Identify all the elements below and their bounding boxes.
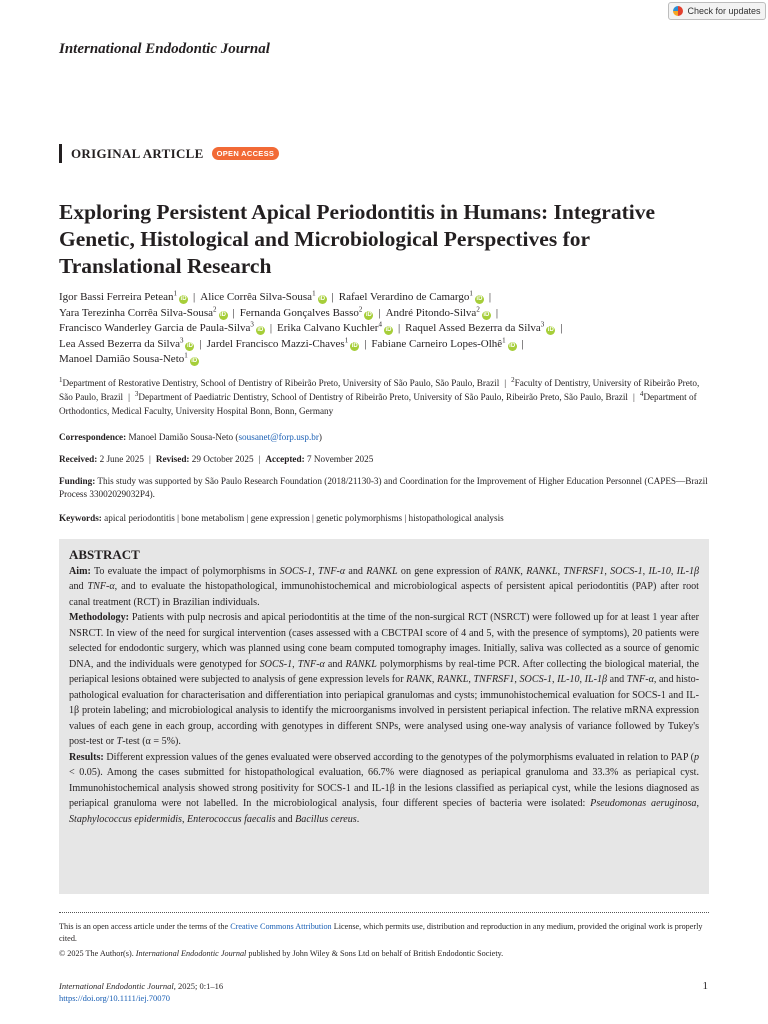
orcid-icon[interactable]: iD — [483, 311, 490, 318]
license-line-2: © 2025 The Author(s). International Endodontic Journal published by John Wiley & Sons Ltd on behalf of British Endodontic Society. — [59, 949, 504, 958]
author-affiliation-number: 2 — [358, 304, 363, 313]
license-notice — [59, 921, 709, 960]
author-affiliation-number: 3 — [179, 335, 184, 344]
author-affiliation-number: 1 — [469, 289, 473, 298]
correspondence-label: Correspondence: — [59, 432, 127, 442]
crossmark-icon — [673, 6, 683, 16]
methodology-label: Methodology: — [69, 612, 129, 623]
author-name: Francisco Wanderley Garcia de Paula-Silva — [59, 322, 251, 334]
keywords-text: apical periodontitis | bone metabolism | gene expression | genetic polymorphisms | histopathological analysis — [104, 513, 504, 523]
author-separator: | — [193, 291, 196, 303]
journal-name: International Endodontic Journal — [59, 41, 270, 57]
author-affiliation-number: 2 — [476, 304, 480, 313]
orcid-icon[interactable]: iD — [547, 327, 554, 333]
funding-label: Funding: — [59, 476, 96, 486]
author-separator: | — [269, 322, 273, 334]
author-separator: | — [378, 306, 381, 319]
abstract-methodology: Methodology: Patients with pulp necrosis and apical periodontitis at the time of the non-surgical RCT (NSRCT) were followed up for at least 1 year after NSRCT. In view of the need for surgical intervention (cases assessed with a CBCTPAI score of 4 and 5, with the presence of symptoms), 20 patients were selected for endodontic surgery, which was planned using cone beam computed tomography images. Initially, saliva was collected as a source of genomic DNA, and the individuals were genotyped for SOCS-1, TNF-α and RANKL polymorphisms by real-time PCR. After collecting the biological material, the periapical lesions obtained were subjected to analysis of gene expression levels for RANK, RANKL, TNFRSF1, SOCS-1, IL-10, IL-1β and TNF-α, and histopathological evaluation for characterisation and differentiation into periapical granulomas and cysts; immunohistochemical evaluation for SOCS-1 and IL-1β protein labeling; and microbiological analysis to identify the microorganisms involved in persistent periapical infection. The relative mRNA expression values of each gene in each group, according with genotypes in different SNPs, were analysed using one-way analysis of variance followed by Tukey's post-test or T-test (α = 5%). — [69, 612, 700, 747]
abstract-box — [59, 539, 709, 894]
article-type-label: ORIGINAL ARTICLE — [71, 145, 204, 161]
revised-label: Revised: — [155, 454, 190, 464]
author-separator: | — [397, 322, 401, 334]
author-separator: | — [331, 291, 334, 303]
author-separator: | — [488, 291, 492, 303]
author-name: Alice Corrêa Silva-Sousa — [200, 291, 313, 303]
abstract-heading: ABSTRACT — [69, 547, 140, 562]
author — [206, 335, 360, 350]
results-label: Results: — [69, 751, 104, 763]
page-footer — [59, 981, 709, 1004]
author — [385, 304, 491, 319]
author-affiliation-number: 1 — [312, 289, 316, 298]
check-for-updates-label: Check for updates — [687, 6, 761, 16]
author-name: Jardel Francisco Mazzi-Chaves — [206, 337, 345, 350]
orcid-icon[interactable]: iD — [257, 327, 264, 333]
received-date: 2 June 2025 — [99, 454, 144, 464]
author-affiliation-number: 1 — [502, 335, 506, 344]
orcid-icon[interactable]: iD — [319, 296, 326, 302]
check-for-updates-button[interactable] — [668, 2, 766, 20]
author — [59, 322, 265, 334]
author-name: Erika Calvano Kuchler — [277, 322, 379, 334]
orcid-icon[interactable]: iD — [180, 296, 187, 302]
license-line-1: This is an open access article under the terms of the Creative Commons Attribution License, which permits use, distribution and reproduction in any medium, provided the original work is properly cited. — [59, 922, 703, 943]
orcid-icon[interactable]: iD — [509, 342, 516, 349]
author-affiliation-number: 1 — [344, 335, 349, 344]
funding — [59, 475, 709, 501]
author — [59, 304, 228, 319]
aim-label: Aim: — [69, 565, 91, 577]
funding-text: This study was supported by São Paulo Research Foundation (2018/21130-3) and Coordination for the Improvement of Higher Education Personnel (CAPES—Brazil Process 33002029032P4). — [59, 476, 708, 499]
author — [59, 353, 199, 365]
article-dates: Received: 2 June 2025 | Revised: 29 October 2025 | Accepted: 7 November 2025 — [59, 454, 374, 464]
cc-license-link[interactable]: Creative Commons Attribution — [230, 922, 332, 931]
orcid-icon[interactable]: iD — [351, 342, 358, 349]
author — [277, 322, 393, 334]
author-separator: | — [199, 337, 202, 350]
author-name: Fabiane Carneiro Lopes-Olhê — [371, 337, 503, 350]
footer-citation: , 2025; 0:1–16 — [173, 981, 224, 991]
affiliation-4: Department of Orthodontics, Medical Faculty, University Hospital Bonn, Bonn, Germany — [59, 392, 697, 416]
abstract-results: Results: Different expression values of the genes evaluated were observed according to the genotypes of the polymorphisms evaluated in relation to PAP (p < 0.05). Among the cases submitted for histopathological evaluation, 66.7% were diagnosed as periapical granuloma and 33.3% as periapical cyst. Immunohistochemical analysis showed strong positivity for SOCS-1 and IL-1β in the lesions classified as periapical cyst, while the lesions diagnosed as periapical granuloma were not labelled. In the microbiological analysis, four different species of bacteria were isolated: Pseudomonas aeruginosa, Staphylococcus epidermidis, Enterococcus faecalis and Bacillus cereus. — [69, 751, 699, 825]
keywords — [59, 512, 709, 525]
author-separator: | — [521, 337, 524, 350]
author — [59, 291, 188, 303]
author — [371, 335, 516, 350]
author-separator: | — [495, 306, 499, 319]
orcid-icon[interactable]: iD — [365, 311, 372, 318]
author-affiliation-number: 2 — [213, 304, 217, 313]
correspondence: Correspondence: Manoel Damião Sousa-Neto (sousanet@forp.usp.br) — [59, 432, 322, 442]
author — [239, 304, 374, 319]
author-affiliation-number: 1 — [184, 351, 188, 360]
author-list — [59, 290, 719, 368]
accepted-date: 7 November 2025 — [306, 454, 374, 464]
author-separator: | — [560, 322, 563, 334]
affiliations: $^1$Department of Restorative Dentistry, School of Dentistry of Ribeirão Preto, University of São Paulo, São Paulo, Brazil | $^2$Faculty of Dentistry, University of Ribeirão Preto, São Paulo, Brazil | $^3$Department of Paediatric Dentistry, School of Dentistry of Ribeirão Preto, University of São Paulo, Ribeirão Preto, São Paulo, Brazil | $^4$Department of Orthodontics, Medical Faculty, University Hospital Bonn, Bonn, Germany — [59, 375, 700, 416]
author-affiliation-number: 3 — [250, 320, 254, 329]
affiliation-3: Department of Paediatric Dentistry, School of Dentistry of Ribeirão Preto, University of São Paulo, Ribeirão Preto, São Paulo, Brazil — [138, 392, 628, 402]
orcid-icon[interactable]: iD — [385, 327, 392, 333]
orcid-icon[interactable]: iD — [476, 296, 483, 302]
author-name: Lea Assed Bezerra da Silva — [59, 337, 180, 350]
author-separator: | — [364, 337, 367, 350]
author-name: Igor Bassi Ferreira Petean — [59, 291, 174, 303]
orcid-icon[interactable]: iD — [191, 358, 198, 364]
author — [339, 291, 484, 303]
open-access-badge: OPEN ACCESS — [212, 147, 280, 160]
accepted-label: Accepted: — [265, 454, 305, 464]
affiliation-1: Department of Restorative Dentistry, School of Dentistry of Ribeirão Preto, University of São Paulo, São Paulo, Brazil — [62, 378, 500, 388]
license-divider — [59, 912, 709, 913]
author — [405, 322, 555, 334]
revised-date: 29 October 2025 — [191, 454, 254, 464]
author-affiliation-number: 3 — [540, 320, 545, 329]
author-name: Yara Terezinha Corrêa Silva-Sousa — [59, 306, 214, 319]
abstract-aim: Aim: To evaluate the impact of polymorphisms in SOCS-1, TNF-α and RANKL on gene expression of RANK, RANKL, TNFRSF1, SOCS-1, IL-10, IL-1β and TNF-α, and to evaluate the histopathological, immunohistochemical and microbiological aspects of persistent apical periodontitis (PAP) after root canal treatment (RCT) in Brazilian individuals. — [69, 565, 700, 608]
keywords-label: Keywords: — [59, 513, 102, 523]
author-separator: | — [232, 306, 235, 319]
author-name: Rafael Verardino de Camargo — [338, 291, 470, 303]
author-affiliation-number: 1 — [173, 289, 178, 298]
article-type — [59, 144, 279, 163]
affiliation-2: Faculty of Dentistry, University of Ribeirão Preto, São Paulo, Brazil — [59, 378, 700, 402]
article-title: Exploring Persistent Apical Periodontitis in Humans: Integrative Genetic, Histological and Microbiological Perspectives for Translational Research — [59, 200, 656, 278]
correspondence-name: Manoel Damião Sousa-Neto — [128, 432, 234, 442]
doi-link[interactable]: https://doi.org/10.1111/iej.70070 — [59, 992, 171, 1003]
received-label: Received: — [59, 454, 98, 464]
author-name: Manoel Damião Sousa-Neto — [59, 353, 185, 365]
orcid-icon[interactable]: iD — [220, 311, 227, 318]
footer-journal: International Endodontic Journal — [59, 981, 174, 991]
orcid-icon[interactable]: iD — [186, 342, 193, 349]
author — [200, 291, 326, 303]
page-number: 1 — [702, 980, 708, 992]
author — [59, 335, 194, 350]
author-name: Raquel Assed Bezerra da Silva — [405, 322, 541, 334]
correspondence-email-link[interactable]: sousanet@forp.usp.br — [238, 432, 319, 442]
author-name: Fernanda Gonçalves Basso — [239, 306, 359, 319]
author-name: André Pitondo-Silva — [385, 306, 477, 319]
author-affiliation-number: 4 — [378, 320, 382, 329]
